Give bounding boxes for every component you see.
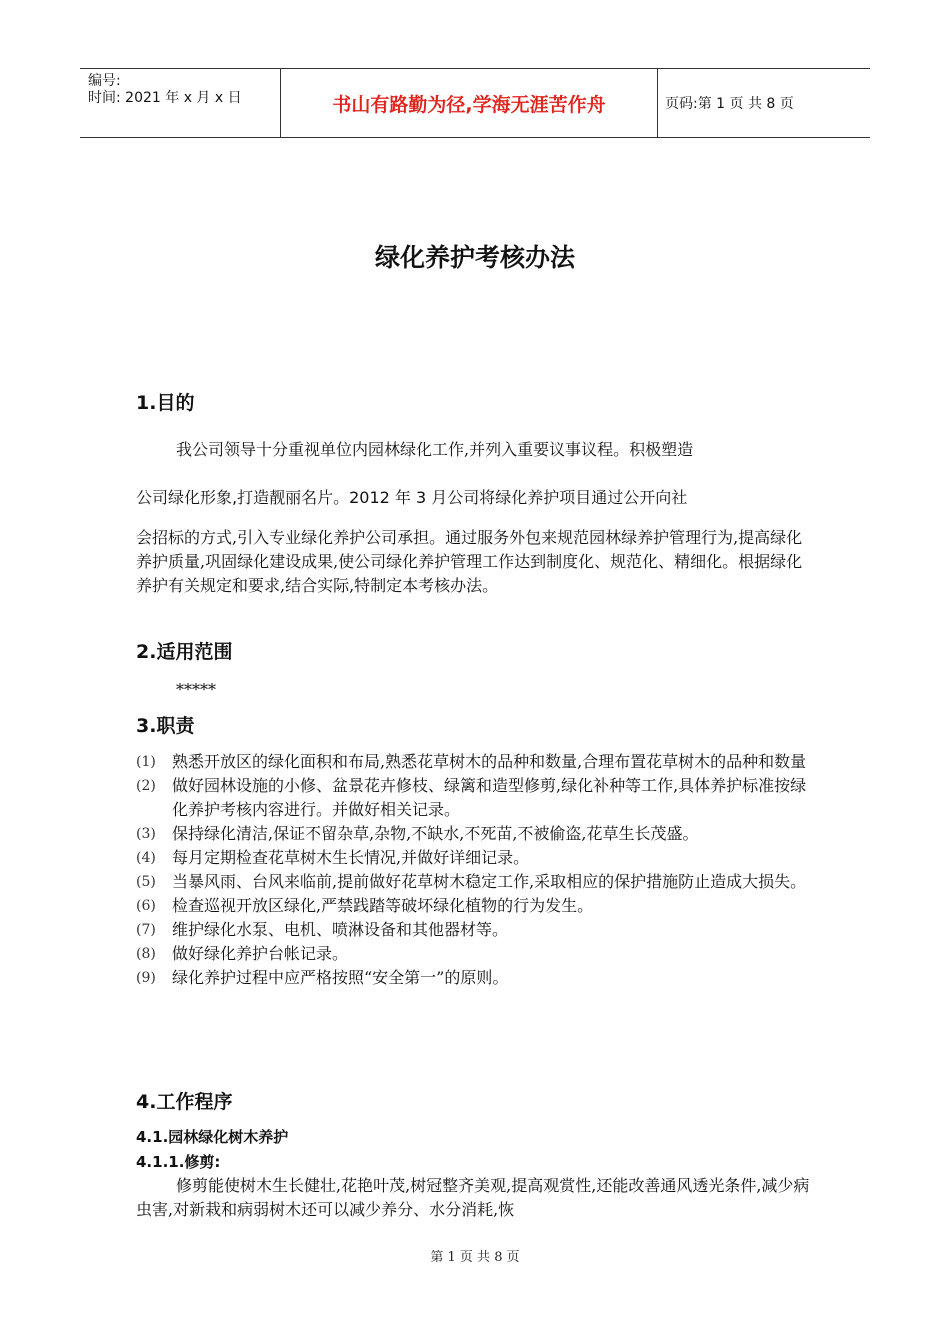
header-page-label: 页码:第 1 页 共 8 页 bbox=[665, 96, 794, 112]
list-item-text: 保持绿化清洁,保证不留杂草,杂物,不缺水,不死苗,不被偷盗,花草生长茂盛。 bbox=[172, 824, 699, 843]
list-item bbox=[136, 942, 816, 966]
list-item-number: (9) bbox=[136, 970, 156, 986]
list-item-text: 熟悉开放区的绿化面积和布局,熟悉花草树木的品种和数量,合理布置花草树木的品种和数量 bbox=[172, 752, 807, 771]
list-item bbox=[136, 846, 816, 870]
page-footer: 第 1 页 共 8 页 bbox=[430, 1250, 520, 1265]
list-item-number: (4) bbox=[136, 850, 156, 866]
list-item bbox=[136, 822, 816, 846]
list-item bbox=[136, 966, 816, 990]
list-item-number: (3) bbox=[136, 826, 156, 842]
header-motto: 书山有路勤为径,学海无涯苦作舟 bbox=[280, 69, 658, 137]
list-item-number: (6) bbox=[136, 898, 156, 914]
page-header bbox=[80, 68, 870, 138]
list-item bbox=[136, 774, 816, 822]
list-item-text: 维护绿化水泵、电机、喷淋设备和其他器材等。 bbox=[172, 920, 509, 939]
list-item-number: (8) bbox=[136, 946, 156, 962]
list-item bbox=[136, 918, 816, 942]
list-item bbox=[136, 894, 816, 918]
pruning-paragraph: 修剪能使树木生长健壮,花艳叶茂,树冠整齐美观,提高观赏性,还能改善通风透光条件,减少病虫害,对新栽和病弱树木还可以减少养分、水分消耗,恢 bbox=[136, 1176, 810, 1219]
list-item-number: (2) bbox=[136, 778, 156, 794]
list-item-text: 做好绿化养护台帐记录。 bbox=[172, 944, 349, 963]
section-heading-procedure: 4.工作程序 bbox=[136, 1091, 233, 1113]
list-item-text: 做好园林设施的小修、盆景花卉修枝、绿篱和造型修剪,绿化补种等工作,具体养护标准按绿化养护考核内容进行。并做好相关记录。 bbox=[172, 776, 807, 819]
subsection-heading-tree-care: 4.1.园林绿化树木养护 bbox=[136, 1128, 289, 1146]
header-meta bbox=[80, 69, 280, 141]
list-item bbox=[136, 750, 816, 774]
purpose-paragraph-line2 bbox=[136, 486, 816, 510]
list-item-text: 绿化养护过程中应严格按照“安全第一”的原则。 bbox=[172, 968, 509, 987]
section-heading-scope: 2.适用范围 bbox=[136, 641, 233, 663]
header-page-number bbox=[657, 69, 870, 137]
list-item-text: 当暴风雨、台风来临前,提前做好花草树木稳定工作,采取相应的保护措施防止造成大损失。 bbox=[172, 872, 807, 891]
purpose-paragraph-line1: 我公司领导十分重视单位内园林绿化工作,并列入重要议事议程。积极塑造 bbox=[176, 440, 694, 459]
duties-list bbox=[136, 750, 816, 990]
scope-paragraph: ***** bbox=[176, 680, 216, 699]
subsection-heading-pruning: 4.1.1.修剪: bbox=[136, 1153, 221, 1171]
list-item-text: 检查巡视开放区绿化,严禁践踏等破坏绿化植物的行为发生。 bbox=[172, 896, 594, 915]
section-heading-duties: 3.职责 bbox=[136, 715, 195, 737]
document-date-label: 时间: 2021 年 x 月 x 日 bbox=[88, 90, 242, 106]
purpose-paragraph-body: 会招标的方式,引入专业绿化养护公司承担。通过服务外包来规范园林绿养护管理行为,提高绿化养护质量,巩固绿化建设成果,使公司绿化养护管理工作达到制度化、规范化、精细化。根据绿化养护有关规定和要求,结合实际,特制定本考核办法。 bbox=[136, 528, 803, 595]
list-item-number: (5) bbox=[136, 874, 156, 890]
purpose-sans-run: 公司绿化形象,打造靓丽名片。2012 年 3 月公司将 bbox=[136, 488, 496, 507]
document-number-label: 编号: bbox=[88, 73, 121, 89]
list-item-number: (1) bbox=[136, 754, 156, 770]
list-item-text: 每月定期检查花草树木生长情况,并做好详细记录。 bbox=[172, 848, 530, 867]
list-item-number: (7) bbox=[136, 922, 156, 938]
list-item bbox=[136, 870, 816, 894]
purpose-serif-run: 绿化养护项目通过公开向社 bbox=[495, 488, 688, 507]
document-title: 绿化养护考核办法 bbox=[374, 243, 575, 272]
section-heading-purpose: 1.目的 bbox=[136, 392, 195, 414]
